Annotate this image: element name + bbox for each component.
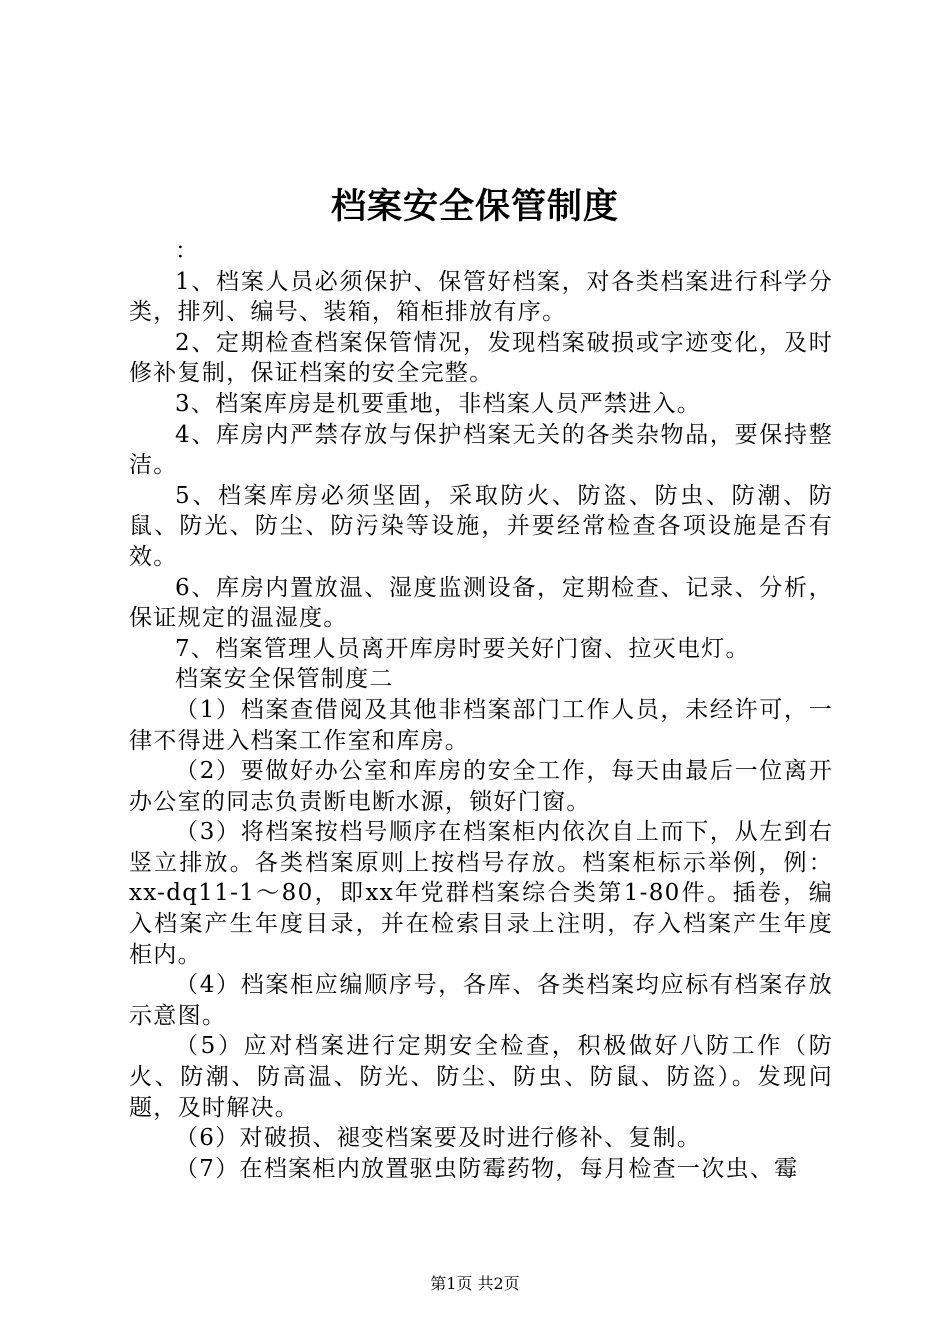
paragraph: （3）将档案按档号顺序在档案柜内依次自上而下，从左到右竖立排放。各类档案原则上按档号存放。档案柜标示举例，例：xx-dq11-1～80，即xx年党群档案综合类第1-80件。插卷，编入档案产生年度目录，并在检索目录上注明，存入档案产生年度柜内。 (129, 819, 833, 968)
document-title: 档案安全保管制度 (330, 186, 619, 227)
paragraph: （2）要做好办公室和库房的安全工作，每天由最后一位离开办公室的同志负责断电断水源，锁好门窗。 (129, 758, 833, 815)
paragraph: （6）对破损、褪变档案要及时进行修补、复制。 (175, 1125, 702, 1152)
section-heading: 档案安全保管制度二 (175, 666, 394, 693)
paragraph: 7、档案管理人员离开库房时要关好门窗、拉灭电灯。 (175, 635, 750, 662)
paragraph: 3、档案库房是机要重地，非档案人员严禁进入。 (175, 390, 702, 417)
paragraph: （5）应对档案进行定期安全检查，积极做好八防工作（防火、防潮、防高温、防光、防尘、防虫、防鼠、防盗）。发现问题，及时解决。 (129, 1033, 833, 1121)
paragraph: 4、库房内严禁存放与保护档案无关的各类杂物品，要保持整洁。 (129, 421, 833, 479)
paragraph: 6、库房内置放温、湿度监测设备，定期检查、记录、分析，保证规定的温湿度。 (129, 574, 833, 632)
paragraph: 1、档案人员必须保护、保管好档案，对各类档案进行科学分类，排列、编号、装箱，箱柜排放有序。 (129, 268, 833, 326)
paragraph: （1）档案查借阅及其他非档案部门工作人员，未经许可，一律不得进入档案工作室和库房。 (129, 696, 833, 754)
paragraph: ： (175, 238, 200, 264)
paragraph: （7）在档案柜内放置驱虫防霉药物，每月检查一次虫、霉 (175, 1155, 799, 1182)
document-body (129, 236, 833, 1184)
paragraph: 2、定期检查档案保管情况，发现档案破损或字迹变化，及时修补复制，保证档案的安全完整。 (129, 329, 833, 387)
page-number: 第1页 共2页 (430, 1274, 520, 1293)
paragraph: 5、档案库房必须坚固，采取防火、防盗、防虫、防潮、防鼠、防光、防尘、防污染等设施，并要经常检查各项设施是否有效。 (129, 482, 833, 570)
paragraph: （4）档案柜应编顺序号，各库、各类档案均应标有档案存放示意图。 (129, 972, 833, 1029)
